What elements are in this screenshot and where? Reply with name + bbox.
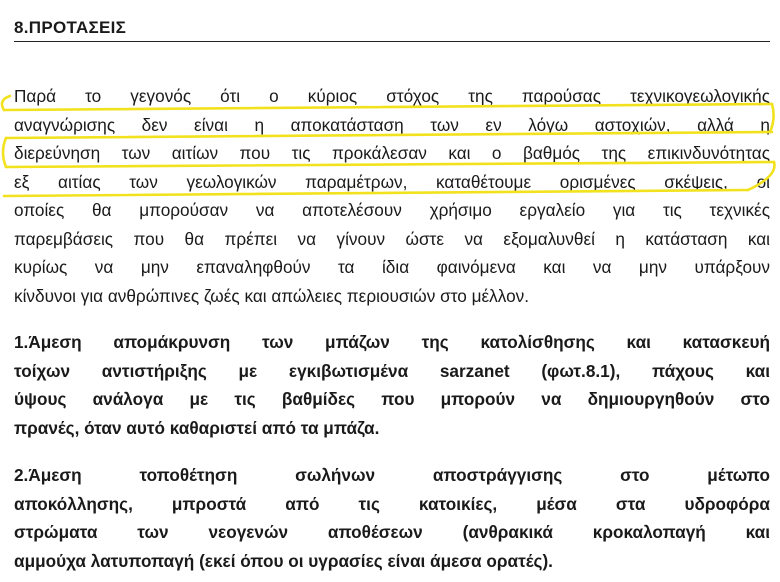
highlight-stroke (2, 96, 10, 110)
paragraph-line: 1.Άμεση απομάκρυνση των μπάζων της κατολίσθησης και κατασκευή (14, 332, 770, 352)
paragraph-line: 2.Άμεση τοποθέτηση σωλήνων αποστράγγισης στο μέτωπο (14, 465, 770, 485)
section-heading: 8.ΠΡΟΤΑΣΕΙΣ (14, 18, 127, 37)
proposal-1-paragraph (14, 328, 770, 442)
heading-underline (14, 41, 770, 42)
proposal-2-paragraph (14, 461, 770, 575)
paragraph-line: αναγνώρισης δεν είναι η αποκατάσταση των εν λόγω αστοχιών, αλλά η (14, 114, 770, 135)
paragraph-line: πρανές, όταν αυτό καθαριστεί από τα μπάζα. (14, 417, 380, 438)
paragraph-line: παρεμβάσεις που θα πρέπει να γίνουν ώστε να εξομαλυνθεί η κατάσταση και (14, 228, 770, 249)
paragraph-line: αποκόλλησης, μπροστά από τις κατοικίες, μέσα στα υδροφόρα (14, 493, 770, 514)
paragraph-line: στρώματα των νεογενών αποθέσεων (ανθρακικά κροκαλοπαγή και (14, 522, 770, 542)
highlight-stroke (770, 104, 774, 132)
paragraph-line: οποίες θα μπορούσαν να αποτελέσουν χρήσιμο εργαλείο για τις τεχνικές (14, 200, 770, 220)
intro-paragraph (14, 82, 770, 310)
paragraph-line: κυρίως να μην επαναληφθούν τα ίδια φαινόμενα και να μην υπάρξουν (14, 257, 770, 277)
paragraph-line: Παρά το γεγονός ότι ο κύριος στόχος της παρούσας τεχνικογεωλογικής (14, 86, 770, 106)
paragraph-line: διερεύνηση των αιτίων που τις προκάλεσαν και ο βαθμός της επικινδυνότητας (14, 143, 770, 163)
paragraph-line: τοίχων αντιστήριξης με εγκιβωτισμένα sarzanet (φωτ.8.1), πάχους και (14, 360, 770, 381)
paragraph-line: ύψους ανάλογα με τις βαθμίδες που μπορούν να δημιουργηθούν στο (14, 389, 770, 409)
paragraph-line: κίνδυνοι για ανθρώπινες ζωές και απώλειες περιουσιών στο μέλλον. (14, 285, 529, 306)
paragraph-line: εξ αιτίας των γεωλογικών παραμέτρων, καταθέτουμε ορισμένες σκέψεις, οι (14, 171, 770, 192)
highlight-stroke (3, 138, 6, 167)
paragraph-line: αμμούχα λατυποπαγή (εκεί όπου οι υγρασίες είναι άμεσα ορατές). (14, 550, 553, 571)
